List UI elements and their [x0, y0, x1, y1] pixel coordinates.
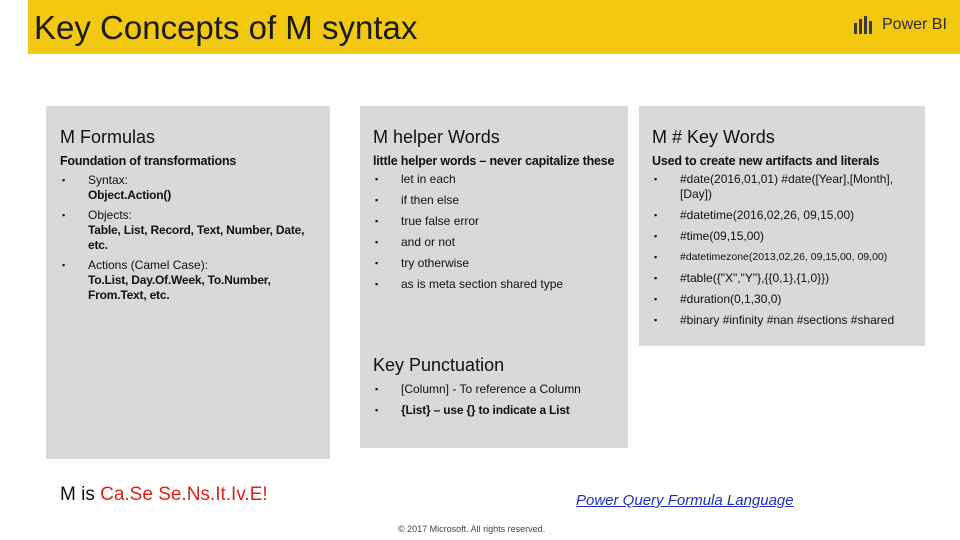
- bullet-icon: ▪: [375, 195, 379, 205]
- tagline-prefix: M is: [60, 484, 101, 505]
- list-item: [652, 271, 924, 286]
- page-title: Key Concepts of M syntax: [34, 9, 418, 46]
- list-item: [60, 173, 322, 203]
- formulas-heading: M Formulas: [60, 127, 156, 147]
- item-label: Objects:: [88, 208, 133, 222]
- item-text: {List} – use {} to indicate a List: [401, 403, 570, 417]
- bullet-icon: ▪: [375, 384, 379, 394]
- list-item: [652, 313, 924, 328]
- list-item: [373, 235, 623, 250]
- item-text: #duration(0,1,30,0): [680, 292, 782, 306]
- list-item: [60, 258, 322, 303]
- item-text: try otherwise: [401, 256, 470, 270]
- item-text: as is meta section shared type: [401, 277, 564, 291]
- list-item: [652, 172, 924, 202]
- keywords-list: [652, 172, 924, 328]
- item-text: [Column] - To reference a Column: [401, 382, 581, 396]
- list-item: [373, 214, 623, 229]
- list-item: [373, 172, 623, 187]
- bullet-icon: ▪: [375, 216, 379, 226]
- item-detail: Table, List, Record, Text, Number, Date, etc.: [88, 223, 305, 252]
- bullet-icon: ▪: [375, 279, 379, 289]
- bullet-icon: ▪: [62, 175, 66, 185]
- power-bi-logo-icon: [852, 14, 874, 36]
- bullet-icon: ▪: [375, 174, 379, 184]
- item-text: true false error: [401, 214, 480, 228]
- title-white-block: [0, 0, 28, 54]
- list-item: [60, 208, 322, 253]
- item-text: and or not: [401, 235, 456, 249]
- item-text: let in each: [401, 172, 456, 186]
- formula-language-link[interactable]: Power Query Formula Language: [576, 492, 794, 509]
- item-label: Actions (Camel Case):: [88, 258, 209, 272]
- keywords-section: [652, 126, 924, 328]
- brand: [852, 14, 947, 36]
- item-detail: Object.Action(): [88, 188, 171, 202]
- item-text: #date(2016,01,01) #date([Year],[Month],[Day]): [680, 172, 894, 201]
- helpers-section: [373, 126, 623, 292]
- bullet-icon: ▪: [654, 231, 658, 241]
- list-item: [652, 208, 924, 223]
- list-item: [373, 256, 623, 271]
- item-text: if then else: [401, 193, 460, 207]
- bullet-icon: ▪: [654, 210, 658, 220]
- helpers-subheading: little helper words – never capitalize these: [373, 154, 615, 168]
- keywords-subheading: Used to create new artifacts and literals: [652, 154, 880, 168]
- item-text: #table({"X","Y"},{{0,1},{1,0}}): [680, 271, 830, 285]
- formulas-subheading: Foundation of transformations: [60, 154, 237, 168]
- bullet-icon: ▪: [654, 315, 658, 325]
- formulas-list: [60, 173, 322, 303]
- bullet-icon: ▪: [654, 294, 658, 304]
- bullet-icon: ▪: [62, 210, 66, 220]
- bullet-icon: ▪: [62, 260, 66, 270]
- bullet-icon: ▪: [375, 405, 378, 415]
- list-item: [652, 250, 924, 265]
- list-item: [373, 277, 623, 292]
- item-label: Syntax:: [88, 173, 129, 187]
- helpers-list: [373, 172, 623, 292]
- item-text: #datetimezone(2013,02,26, 09,15,00, 09,00): [680, 251, 888, 263]
- list-item: [652, 292, 924, 307]
- item-text: #binary #infinity #nan #sections #shared: [680, 313, 895, 327]
- bullet-icon: ▪: [654, 252, 658, 262]
- list-item: [373, 193, 623, 208]
- bullet-icon: ▪: [654, 273, 658, 283]
- item-text: #time(09,15,00): [680, 229, 765, 243]
- case-sensitivity-note: [60, 484, 268, 506]
- tagline-emphasis: Ca.Se Se.Ns.It.Iv.E!: [100, 484, 268, 505]
- punctuation-section: [373, 354, 673, 418]
- copyright: © 2017 Microsoft. All rights reserved.: [398, 524, 546, 534]
- bullet-icon: ▪: [375, 258, 379, 268]
- item-detail: To.List, Day.Of.Week, To.Number, From.Text, etc.: [88, 273, 271, 302]
- item-text: #datetime(2016,02,26, 09,15,00): [680, 208, 855, 222]
- helpers-heading: M helper Words: [373, 127, 500, 147]
- punctuation-list: [373, 382, 673, 418]
- list-item: [652, 229, 924, 244]
- bullet-icon: ▪: [654, 174, 658, 184]
- punctuation-heading: Key Punctuation: [373, 355, 505, 375]
- bullet-icon: ▪: [375, 237, 379, 247]
- brand-name: Power BI: [882, 16, 947, 33]
- list-item: [373, 382, 673, 397]
- keywords-heading: M # Key Words: [652, 127, 775, 147]
- list-item: [373, 403, 673, 418]
- formulas-section: [60, 126, 322, 303]
